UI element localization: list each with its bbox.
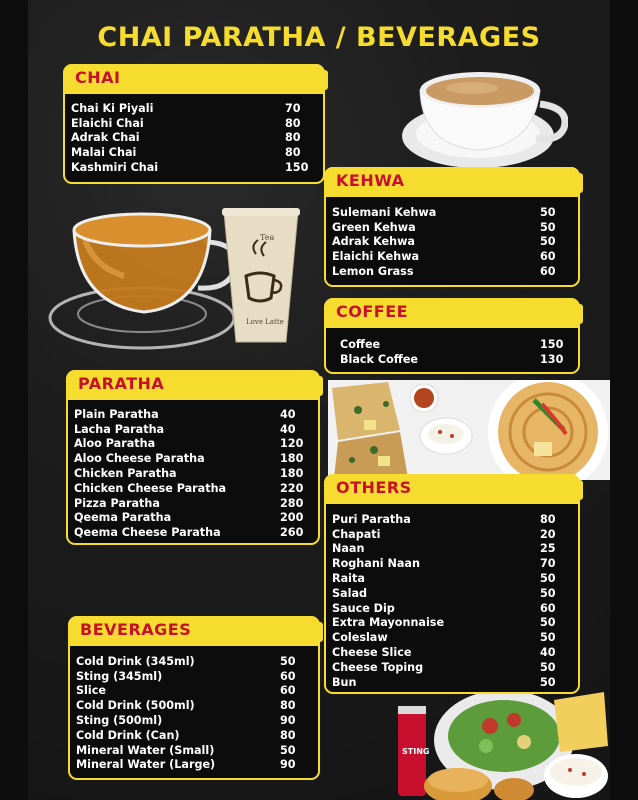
snacks-image	[394, 686, 610, 800]
menu-item	[332, 542, 570, 557]
menu-item-name: Extra Mayonnaise	[332, 616, 445, 630]
menu-item	[76, 669, 310, 684]
section-kehwa	[324, 167, 580, 287]
section-paratha-header	[66, 370, 320, 400]
menu-item-price: 80	[285, 116, 301, 130]
section-paratha-title: PARATHA	[78, 374, 165, 393]
section-beverages	[68, 616, 320, 780]
menu-item-name: Puri Paratha	[332, 512, 411, 526]
menu-item-name: Qeema Cheese Paratha	[74, 526, 221, 540]
menu-item	[74, 511, 310, 526]
menu-item-name: Aloo Paratha	[74, 437, 156, 451]
menu-item-name: Sauce Dip	[332, 601, 395, 615]
menu-item-price: 150	[285, 161, 309, 175]
paratha-plate-image	[328, 380, 610, 480]
menu-item-price: 50	[540, 235, 556, 249]
menu-item-price: 130	[540, 352, 564, 366]
menu-item-name: Salad	[332, 586, 367, 600]
chai-list	[71, 101, 315, 175]
menu-item-price: 50	[540, 616, 556, 630]
menu-item-price: 40	[280, 422, 296, 436]
menu-item-name: Cheese Slice	[332, 646, 412, 660]
menu-item	[74, 407, 310, 422]
menu-item	[332, 571, 570, 586]
menu-item-name: Green Kehwa	[332, 220, 416, 234]
menu-item-price: 60	[280, 684, 296, 698]
section-coffee	[324, 298, 580, 374]
paper-cup-image	[220, 206, 302, 346]
menu-item-price: 180	[280, 467, 304, 481]
menu-item-price: 220	[280, 481, 304, 495]
menu-item-price: 25	[540, 542, 556, 556]
menu-item-name: Sting (345ml)	[76, 669, 163, 683]
menu-item	[76, 684, 310, 699]
can-label: STING	[402, 747, 430, 756]
menu-item	[332, 660, 570, 675]
menu-item-name: Adrak Chai	[71, 131, 140, 145]
menu-item-name: Cold Drink (345ml)	[76, 654, 195, 668]
menu-item	[76, 728, 310, 743]
menu-item-price: 60	[280, 669, 296, 683]
menu-item-name: Lacha Paratha	[74, 422, 165, 436]
section-others-header	[324, 474, 580, 504]
menu-item-name: Mineral Water (Large)	[76, 758, 216, 772]
cup-sub-label: Love Latte	[246, 318, 284, 326]
menu-item	[76, 713, 310, 728]
kehwa-list	[332, 205, 570, 279]
menu-item-price: 50	[540, 675, 556, 689]
menu-item-name: Chicken Cheese Paratha	[74, 481, 227, 495]
menu-item-name: Lemon Grass	[332, 265, 414, 279]
menu-item	[74, 525, 310, 540]
menu-item-price: 70	[285, 101, 301, 115]
section-others	[324, 474, 580, 694]
menu-item-name: Adrak Kehwa	[332, 235, 415, 249]
section-beverages-title: BEVERAGES	[80, 620, 192, 639]
menu-item-name: Cold Drink (500ml)	[76, 699, 195, 713]
menu-item	[76, 654, 310, 669]
menu-item-name: Chai Ki Piyali	[71, 101, 154, 115]
menu-item-name: Aloo Cheese Paratha	[74, 452, 205, 466]
coffee-list	[340, 337, 570, 367]
menu-item-price: 50	[280, 743, 296, 757]
menu-item-name: Cold Drink (Can)	[76, 728, 180, 742]
menu-item	[332, 249, 570, 264]
menu-item-name: Elaichi Chai	[71, 116, 144, 130]
menu-item-name: Coleslaw	[332, 631, 388, 645]
menu-item-name: Qeema Paratha	[74, 511, 172, 525]
menu-item-price: 260	[280, 526, 304, 540]
menu-item-price: 50	[540, 205, 556, 219]
menu-item-price: 150	[540, 337, 564, 351]
menu-item-price: 80	[540, 512, 556, 526]
menu-item-name: Sting (500ml)	[76, 714, 163, 728]
section-chai	[63, 64, 325, 184]
menu-item-price: 90	[280, 714, 296, 728]
menu-item	[332, 645, 570, 660]
menu-item	[332, 527, 570, 542]
menu-item-name: Cheese Toping	[332, 660, 424, 674]
menu-item	[340, 337, 570, 352]
menu-item-name: Kashmiri Chai	[71, 161, 159, 175]
menu-item	[332, 205, 570, 220]
milk-tea-cup-image	[398, 64, 568, 174]
menu-item-name: Chapati	[332, 527, 381, 541]
menu-item-name: Malai Chai	[71, 146, 137, 160]
menu-item-name: Roghani Naan	[332, 557, 420, 571]
beverages-list	[76, 654, 310, 772]
menu-item-price: 280	[280, 496, 304, 510]
menu-item-price: 60	[540, 265, 556, 279]
menu-item	[74, 466, 310, 481]
menu-item-price: 60	[540, 601, 556, 615]
menu-item-name: Slice	[76, 684, 106, 698]
section-paratha	[66, 370, 320, 545]
menu-item-price: 50	[540, 631, 556, 645]
menu-item-price: 40	[540, 646, 556, 660]
section-chai-header	[63, 64, 325, 94]
menu-item	[74, 481, 310, 496]
menu-item-name: Coffee	[340, 337, 381, 351]
section-coffee-title: COFFEE	[336, 302, 409, 321]
menu-item	[71, 131, 315, 146]
menu-item	[71, 101, 315, 116]
menu-item	[340, 352, 570, 367]
cup-label: Tea	[260, 233, 275, 242]
menu-item-price: 70	[540, 557, 556, 571]
menu-item	[71, 160, 315, 175]
section-kehwa-header	[324, 167, 580, 197]
section-coffee-header	[324, 298, 580, 328]
menu-item-name: Sulemani Kehwa	[332, 205, 437, 219]
menu-item	[74, 437, 310, 452]
menu-item-name: Mineral Water (Small)	[76, 743, 215, 757]
menu-item	[76, 758, 310, 773]
menu-item-price: 90	[280, 758, 296, 772]
menu-item-price: 80	[280, 699, 296, 713]
menu-item	[332, 512, 570, 527]
menu-item-price: 120	[280, 437, 304, 451]
menu-item	[76, 698, 310, 713]
menu-item-name: Chicken Paratha	[74, 467, 177, 481]
menu-item-name: Bun	[332, 675, 357, 689]
menu-item-price: 50	[540, 660, 556, 674]
menu-item	[71, 116, 315, 131]
menu-item-name: Elaichi Kehwa	[332, 250, 420, 264]
menu-item	[332, 586, 570, 601]
menu-item	[332, 556, 570, 571]
menu-item	[332, 675, 570, 690]
menu-item	[332, 235, 570, 250]
menu-item	[332, 630, 570, 645]
menu-item-price: 60	[540, 250, 556, 264]
menu-item-price: 50	[540, 572, 556, 586]
menu-item-price: 50	[540, 220, 556, 234]
menu-item	[74, 422, 310, 437]
menu-item	[74, 451, 310, 466]
menu-item	[332, 616, 570, 631]
menu-item	[76, 743, 310, 758]
menu-item	[332, 264, 570, 279]
menu-item-price: 40	[280, 407, 296, 421]
menu-item-price: 180	[280, 452, 304, 466]
menu-item-name: Naan	[332, 542, 365, 556]
menu-item-name: Black Coffee	[340, 352, 419, 366]
others-list	[332, 512, 570, 690]
menu-page	[28, 0, 610, 800]
section-kehwa-title: KEHWA	[336, 171, 405, 190]
menu-item	[332, 601, 570, 616]
menu-item-name: Plain Paratha	[74, 407, 159, 421]
menu-item	[74, 496, 310, 511]
menu-item-price: 50	[280, 654, 296, 668]
menu-item	[332, 220, 570, 235]
menu-item-price: 80	[285, 131, 301, 145]
menu-item-price: 200	[280, 511, 304, 525]
menu-item-name: Raita	[332, 572, 365, 586]
menu-item-price: 80	[280, 728, 296, 742]
menu-item-price: 20	[540, 527, 556, 541]
section-chai-title: CHAI	[75, 68, 121, 87]
menu-item	[71, 145, 315, 160]
menu-item-price: 80	[285, 146, 301, 160]
page-title: CHAI PARATHA / BEVERAGES	[97, 22, 541, 53]
menu-item-name: Pizza Paratha	[74, 496, 160, 510]
section-beverages-header	[68, 616, 320, 646]
menu-item-price: 50	[540, 586, 556, 600]
paratha-list	[74, 407, 310, 540]
section-others-title: OTHERS	[336, 478, 412, 497]
